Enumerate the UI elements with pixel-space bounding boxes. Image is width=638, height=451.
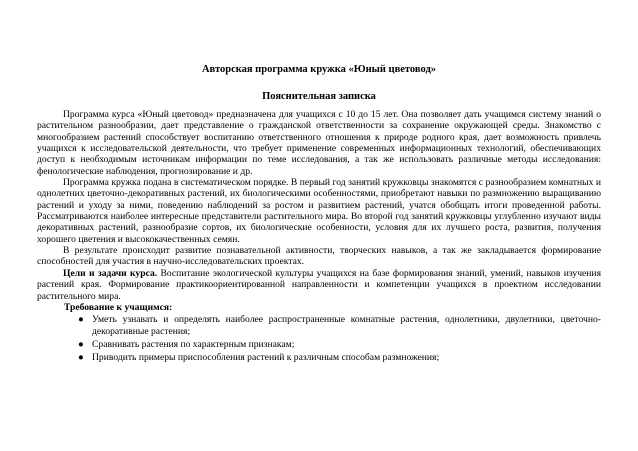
document-title: Авторская программа кружка «Юный цветовод» (201, 64, 437, 75)
list-item (78, 352, 601, 364)
list-item-text: Сравнивать растения по характерным признакам; (92, 338, 295, 350)
goals-label: Цели и задачи курса. (63, 267, 158, 279)
bullet-icon: ● (78, 314, 84, 326)
document-page (37, 63, 601, 366)
paragraph-goals (37, 268, 601, 302)
bullet-icon: ● (78, 338, 84, 350)
paragraph-intro: Программа курса «Юный цветовод» предназначена для учащихся с 10 до 15 лет. Она позволяет дать учащимся систему знаний о растительном разнообразии, дает представление о гражданской ответственности за сохранение окружающей среды. Знакомство с многообразием растений способствует воспитанию ответственного отношения к природе родного края, дает возможность привлечь учащихся к исследовательской деятельности, что требует применение современных информационных технологий, обеспечивающих доступ к необходимым источникам информации по теме исследования, а так же использовать различные методы исследования: фенологические наблюдения, прогнозирование и др. (37, 109, 601, 177)
document-subtitle: Пояснительная записка (262, 91, 376, 102)
list-item (78, 314, 601, 337)
requirements-list (37, 314, 601, 363)
list-item (78, 338, 601, 350)
requirements-heading: Требование к учащимся: (64, 301, 173, 313)
bullet-icon: ● (78, 352, 84, 364)
paragraph-program-order: Программа кружка подана в систематическом порядке. В первый год занятий кружковцы знакомятся с разнообразием комнатных и однолетних цветочно-декоративных растений, их биологическими особенностями, приобретают навыки по размножению выращиванию растений и уходу за ними, поведению наблюдений за ростом и развитием растений, учатся обобщать итоги проведенной работы. Рассматриваются наиболее интересные представители растительного мира. Во второй год занятий кружковцы углубленно изучают виды декоративных растений, разнообразие сортов, их биологические особенности, условия для их лучшего роста, развития, получения хорошего цветения и высококачественных семян. (37, 177, 601, 245)
list-item-text: Уметь узнавать и определять наиболее распространенные комнатные растения, однолетники, двулетники, цветочно-декоративные растения; (92, 314, 601, 337)
paragraph-result: В результате происходит развитие познавательной активности, творческих навыков, а так же закладывается формирование способностей для участия в научно-исследовательских проектах. (37, 245, 601, 268)
list-item-text: Приводить примеры приспособления растений к различным способам размножения; (92, 352, 440, 364)
goals-text: Воспитание экологической культуры учащихся на базе формирования знаний, умений, навыков изучения растений края. Формирование практикоориентированной направленности и компетенции учащихся в проектном исследовании растительного мира. (37, 267, 601, 302)
